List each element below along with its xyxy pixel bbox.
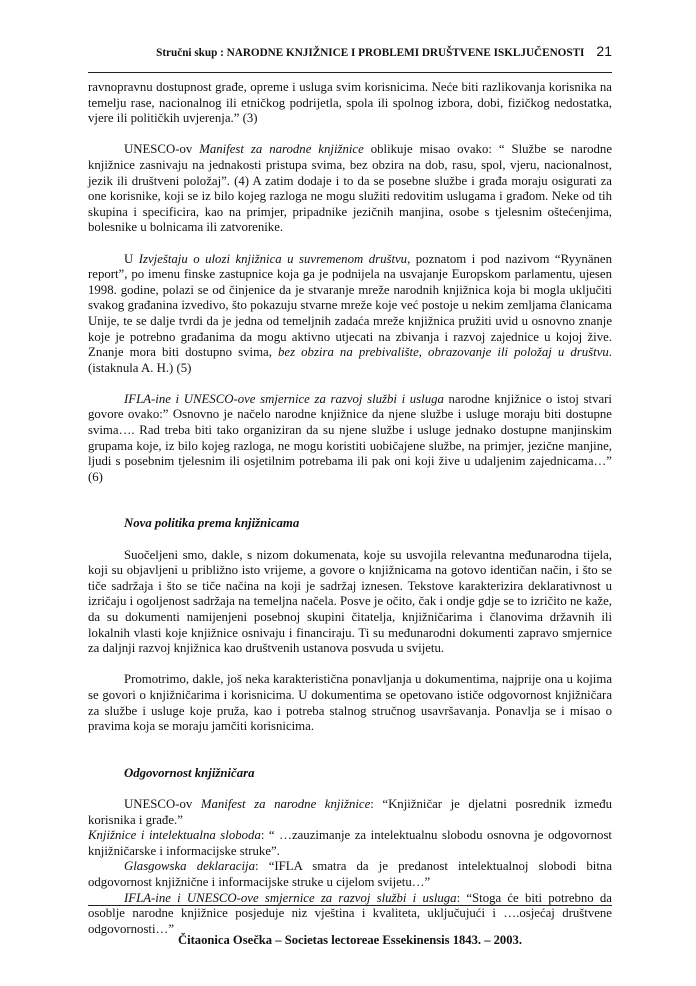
paragraph-text: : “IFLA smatra da je predanost intelektualnoj slobodi bitna odgovornost knjižnične i informacijske struke u cijelom svijetu…” [88, 859, 612, 889]
header-title: Stručni skup : NARODNE KNJIŽNICE I PROBLEMI DRUŠTVENE ISKLJUČENOSTI [156, 47, 585, 59]
document-body [88, 80, 612, 937]
paragraph-text: narodne knjižnice o istoj stvari govore ovako:” Osnovno je načelo narodne knjižnice da njene službe i usluge moraju biti dostupne svima…. Rad treba biti tako organiziran da su njene službe i usluge jednako dostupne manjinskim grupama koje, iz bilo kojeg razloga, ne mogu koristiti uobičajene službe, na primjer, jezične manjine, ljudi s posebnim tjelesnim ili osjetilnim potrebama ili pak oni koji žive u udaljenim zajednicama…” (6) [88, 391, 612, 484]
document-title-ref: Glasgowska deklaracija [124, 859, 255, 874]
document-title-ref: Izvještaju o ulozi knjižnica u suvremenom društvu [138, 251, 408, 266]
document-title-ref: IFLA-ine i UNESCO-ove smjernice za razvoj službi i usluga [124, 391, 444, 406]
paragraph [88, 672, 612, 734]
paragraph-text: . (istaknula A. H.) (5) [88, 345, 612, 375]
paragraph-text: , poznatom i pod nazivom “Ryynänen report”, po imenu finske zastupnice koja ga je podnijela na usvajanje Europskom parlamentu, ujesen 1998. godine, polazi se od činjenice da je stvaranje mreže narodnih knjižnica koja bi mogla uključiti svakog građanina izvedivo, što pokazuju stvarne mreže koje već postoje u nekim zemljama članicama Unije, te se dalje tvrdi da je jedna od temeljnih zadaća mreže knjižnica pružiti uvid u osnovno znanje koje je potrebno građanima da mogu aktivno utjecati na zbivanja i razvoj zajednice u kojoj žive. Znanje mora biti dostupno svima, [88, 251, 612, 360]
paragraph-text: UNESCO-ov [124, 142, 200, 157]
quote-line [88, 828, 612, 859]
quote-line [88, 797, 612, 828]
page-number: 21 [596, 43, 612, 59]
running-footer: Čitaonica Osečka – Societas lectoreae Essekinensis 1843. – 2003. [178, 933, 522, 947]
paragraph [88, 548, 612, 657]
paragraph-text: ravnopravnu dostupnost građe, opreme i usluga svim korisnicima. Neće biti razlikovanja korisnika na temelju rase, nacionalnog ili etničkog podrijetla, spola ili spolnog izbora, dobi, fizičkog nedostatka, vjere ili političkih uvjerenja.” (3) [88, 80, 612, 126]
paragraph [88, 392, 612, 486]
section-heading: Odgovornost knjižničara [124, 765, 255, 780]
paragraph-text: UNESCO-ov [124, 796, 201, 811]
footer-rule [88, 905, 612, 906]
paragraph [88, 142, 612, 236]
quote-line [88, 859, 612, 890]
running-header [88, 43, 612, 59]
paragraph [88, 252, 612, 377]
paragraph-text: : “Stoga će biti potrebno da osoblje narodne knjižnice posjeduje niz vještina i kvaliteta, uključujući i ….osjećaj društvene odgovornosti…” [88, 890, 612, 936]
paragraph-text: : “Knjižničar je djelatni posrednik između korisnika i građe.” [88, 796, 613, 827]
document-title-ref: IFLA-ine i UNESCO-ove smjernice za razvoj službi i usluga [124, 890, 457, 905]
paragraph [88, 80, 612, 127]
header-rule [88, 72, 612, 73]
emphasis-text: bez obzira na prebivalište, obrazovanje ili položaj u društvu [278, 345, 609, 360]
paragraph-text: : “ …zauzimanje za intelektualnu slobodu osnovna je odgovornost knjižničarske i informacijske struke”. [88, 828, 612, 858]
document-title-ref: Knjižnice i intelektualna sloboda [88, 828, 261, 843]
quote-line [88, 891, 612, 938]
document-title-ref: Manifest za narodne knjižnice [200, 796, 371, 811]
paragraph-text: U [124, 251, 139, 266]
paragraph-text: oblikuje misao ovako: “ Službe se narodne knjižnice zasnivaju na jednakosti pristupa svima, bez obzira na dob, rasu, spol, vjeru, nacionalnost, jezik ili društveni položaj”. (4) A zatim dodaje i to da se posebne službe i građa moraju osigurati za one korisnike, koji se iz bilo kojeg razloga ne mogu služiti redovitim uslugama i građom. Neke od tih skupina i specificira, kao na primjer, pripadnike jezičnih manjina, osobe s tjelesnim oštećenjima, bolesnike u bolnicama ili zatvorenike. [88, 142, 613, 235]
paragraph-text: Promotrimo, dakle, još neka karakteristična ponavljanja u dokumentima, najprije ona u kojima se govori o knjižničarima i korisnicima. U dokumentima se opetovano ističe odgovornost knjižničara za službe i usluge koje pruža, kao i potreba stalnog stručnog usavršavanja. Ponavlja se i misao o pravima koja se moraju jamčiti korisnicima. [88, 672, 612, 734]
document-title-ref: Manifest za narodne knjižnice [199, 142, 364, 157]
section-heading: Nova politika prema knjižnicama [124, 516, 300, 531]
paragraph-text: Suočeljeni smo, dakle, s nizom dokumenata, koje su usvojila relevantna međunarodna tijela, koji su objavljeni u približno isto vrijeme, a govore o knjižnicama na gotovo identičan način, i što se tiče sadržaja i što se tiče načina na koji je sadržaj iznesen. Tekstove karakterizira deklarativnost u izričaju i ogoljenost sadržaja na temeljna načela. Posve je očito, čak i ondje gdje se to izričito ne kaže, da su dokumenti namijenjeni posebnoj skupini čitatelja, knjižničarima i članovima državnih ili lokalnih vlasti koje knjižnice osnivaju i financiraju. Ti su međunarodni dokumenti zapravo smjernice za daljnji razvoj knjižnica kao društvenih ustanova posvuda u svijetu. [88, 547, 612, 656]
